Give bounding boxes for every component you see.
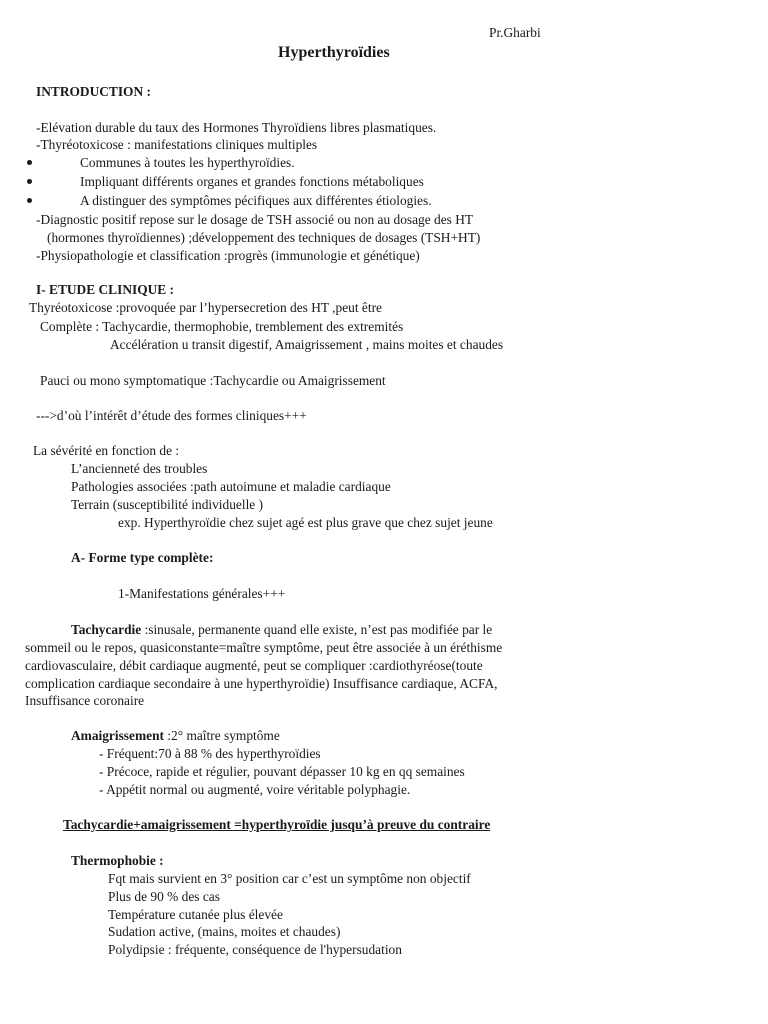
page-title: Hyperthyroïdies <box>278 44 390 61</box>
severity-item-1: L’ancienneté des troubles <box>71 461 208 476</box>
severity-example: exp. Hyperthyroïdie chez sujet agé est plus grave que chez sujet jeune <box>118 515 493 530</box>
etude-line-4: Pauci ou mono symptomatique :Tachycardie ou Amaigrissement <box>40 373 386 388</box>
tachycardie-line-2: sommeil ou le repos, quasiconstante=maître symptôme, peut être associée à un éréthisme <box>25 640 503 655</box>
intro-heading: INTRODUCTION : <box>36 84 151 99</box>
thermophobie-heading: Thermophobie : <box>71 853 164 868</box>
intro-line-3: -Diagnostic positif repose sur le dosage de TSH associé ou non au dosage des HT <box>36 212 474 227</box>
tachycardie-text: :sinusale, permanente quand elle existe, n’est pas modifiée par le <box>141 622 493 637</box>
severity-item-3: Terrain (susceptibilité individuelle ) <box>71 497 264 512</box>
intro-line-1: -Elévation durable du taux des Hormones Thyroïdiens libres plasmatiques. <box>36 120 437 135</box>
thermophobie-item-1: Fqt mais survient en 3° position car c’est un symptôme non objectif <box>108 871 471 886</box>
intro-line-2: -Thyréotoxicose : manifestations cliniques multiples <box>36 137 318 152</box>
author-name: Pr.Gharbi <box>489 25 541 40</box>
intro-line-5: -Physiopathologie et classification :progrès (immunologie et génétique) <box>36 248 420 263</box>
etude-line-1: Thyréotoxicose :provoquée par l’hypersecretion des HT ,peut être <box>29 300 382 315</box>
intro-bullet-3: A distinguer des symptômes pécifiques aux différentes étiologies. <box>80 193 432 208</box>
thermophobie-item-4: Sudation active, (mains, moites et chaudes) <box>108 924 341 939</box>
etude-line-3: Accélération u transit digestif, Amaigrissement , mains moites et chaudes <box>110 337 504 352</box>
etude-heading: I- ETUDE CLINIQUE : <box>36 282 175 297</box>
severity-heading: La sévérité en fonction de : <box>33 443 180 458</box>
amaigrissement-item-2: - Précoce, rapide et régulier, pouvant dépasser 10 kg en qq semaines <box>99 764 465 779</box>
amaigrissement-item-1: - Fréquent:70 à 88 % des hyperthyroïdies <box>99 746 321 761</box>
forme-subheading: 1-Manifestations générales+++ <box>118 586 286 601</box>
etude-line-2: Complète : Tachycardie, thermophobie, tremblement des extremités <box>40 319 404 334</box>
intro-bullet-2: Impliquant différents organes et grandes fonctions métaboliques <box>80 174 424 189</box>
etude-line-5: --->d’où l’intérêt d’étude des formes cliniques+++ <box>36 408 307 423</box>
amaigrissement-label: Amaigrissement <box>71 728 164 743</box>
thermophobie-item-3: Température cutanée plus élevée <box>108 907 283 922</box>
tachycardie-line-5: Insuffisance coronaire <box>25 693 145 708</box>
tachycardie-line-4: complication cardiaque secondaire à une hyperthyroïdie) Insuffisance cardiaque, ACFA, <box>25 676 498 691</box>
key-statement: Tachycardie+amaigrissement =hyperthyroïdie jusqu’à preuve du contraire <box>63 817 491 832</box>
amaigrissement-item-3: - Appétit normal ou augmenté, voire véritable polyphagie. <box>99 782 411 797</box>
intro-line-4: (hormones thyroïdiennes) ;développement des techniques de dosages (TSH+HT) <box>47 230 481 245</box>
thermophobie-item-5: Polydipsie : fréquente, conséquence de l'hypersudation <box>108 942 402 957</box>
severity-item-2: Pathologies associées :path autoimune et maladie cardiaque <box>71 479 391 494</box>
amaigrissement-line-1 <box>71 728 280 744</box>
bullet-dot <box>27 179 32 184</box>
bullet-dot <box>27 160 32 165</box>
intro-bullet-1: Communes à toutes les hyperthyroïdies. <box>80 155 295 170</box>
forme-heading: A- Forme type complète: <box>71 550 214 565</box>
tachycardie-label: Tachycardie <box>71 622 142 637</box>
bullet-dot <box>27 198 32 203</box>
tachycardie-line-1 <box>71 622 492 638</box>
tachycardie-line-3: cardiovasculaire, débit cardiaque augmenté, peut se compliquer :cardiothyréose(toute <box>25 658 483 673</box>
amaigrissement-text: :2° maître symptôme <box>163 728 280 743</box>
thermophobie-item-2: Plus de 90 % des cas <box>108 889 220 904</box>
